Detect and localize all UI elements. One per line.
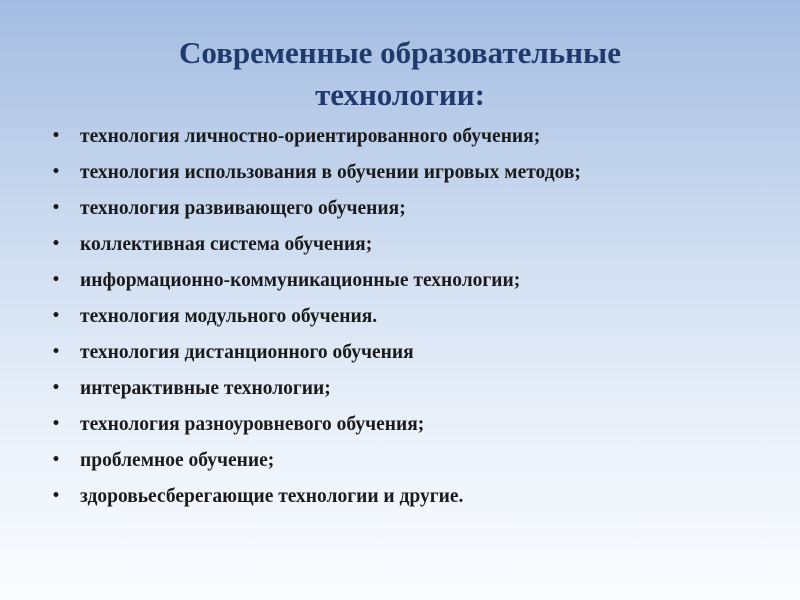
list-item-text: технология развивающего обучения; xyxy=(80,198,406,219)
bullet-icon: • xyxy=(51,200,61,216)
list-item-text: проблемное обучение; xyxy=(80,450,275,471)
list-item-text: технология дистанционного обучения xyxy=(80,342,414,363)
list-item xyxy=(44,412,744,437)
bullet-icon: • xyxy=(51,128,61,144)
bullet-icon: • xyxy=(51,452,61,468)
bullet-icon: • xyxy=(51,272,61,288)
bullet-icon: • xyxy=(51,308,61,324)
list-item xyxy=(44,376,744,401)
bullet-icon: • xyxy=(51,236,61,252)
slide-title: Современные образовательные технологии: xyxy=(179,35,621,112)
bullet-icon: • xyxy=(51,380,61,396)
list-item-text: интерактивные технологии; xyxy=(80,378,331,399)
list-item xyxy=(44,448,744,473)
bullet-list xyxy=(44,124,744,520)
list-item-text: коллективная система обучения; xyxy=(80,234,373,255)
list-item xyxy=(44,160,704,185)
list-item xyxy=(44,196,744,221)
bullet-icon: • xyxy=(51,416,61,432)
list-item-text: технология использования в обучении игровых методов; xyxy=(80,162,581,183)
list-item xyxy=(44,232,744,257)
list-item-text: здоровьесберегающие технологии и другие. xyxy=(80,486,464,507)
list-item xyxy=(44,484,744,509)
list-item xyxy=(44,340,744,365)
list-item-text: технология разноуровневого обучения; xyxy=(80,414,425,435)
bullet-icon: • xyxy=(51,164,61,180)
list-item-text: технология личностно-ориентированного обучения; xyxy=(80,126,541,147)
bullet-icon: • xyxy=(51,344,61,360)
list-item xyxy=(44,268,744,293)
list-item-text: информационно-коммуникационные технологии; xyxy=(80,270,521,291)
list-item xyxy=(44,304,744,329)
list-item-text: технология модульного обучения. xyxy=(80,306,378,327)
list-item xyxy=(44,124,744,149)
bullet-icon: • xyxy=(51,488,61,504)
